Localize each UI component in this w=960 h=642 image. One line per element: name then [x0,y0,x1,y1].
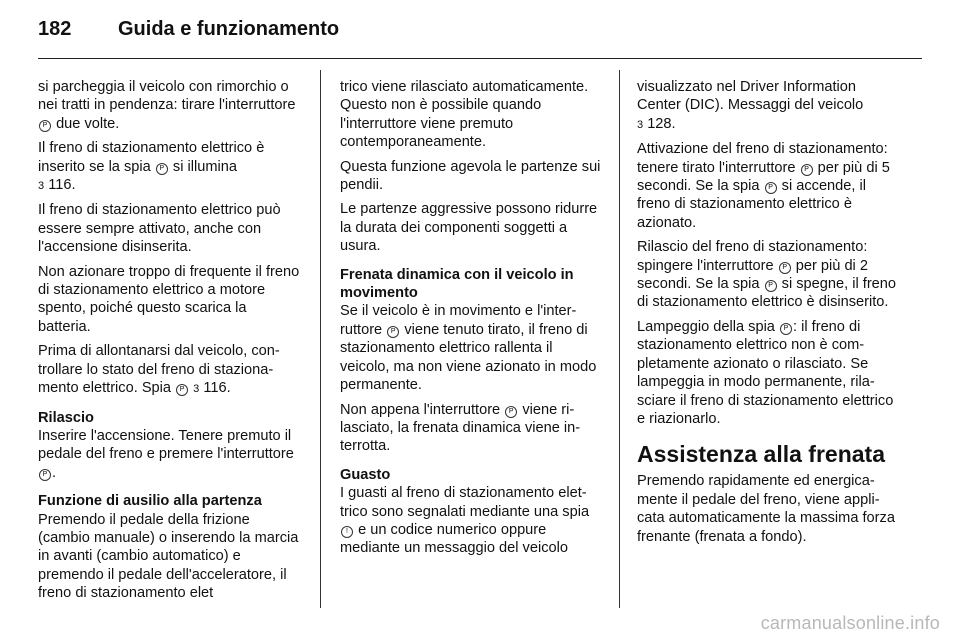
page-ref-arrow-icon: 3 [38,180,45,193]
page-reference[interactable]: 116. [203,380,231,397]
page-reference[interactable]: 128. [647,115,676,132]
paragraph: trico viene rilasciato automaticamente. Questo non è possibile quando l'interruttore viene premuto contemporaneamente. [340,79,589,151]
page-ref-arrow-icon: 3 [637,118,644,131]
brake-warning-icon: ! [341,526,353,538]
section-heading-guasto: Guasto [340,466,391,483]
parking-brake-icon: P [387,326,399,338]
parking-brake-icon: P [779,262,791,274]
paragraph: Le partenze aggressive possono ridurre la durata dei componenti soggetti a usura. [340,201,598,255]
paragraph: Lampeggio della spia P : il freno di stazionamento elettrico non è completamente azionato o rilasciato. Se lampeggia in modo permanente, rilasciare il freno di stazionamento elettrico e riazionarlo. [637,318,894,427]
paragraph: Questa funzione agevola le partenze sui pendii. [340,158,601,194]
parking-brake-icon: P [765,280,777,292]
section-heading-rilascio: Rilascio [38,409,94,426]
column-divider [619,70,620,608]
paragraph: Rilascio del freno di stazionamento: spingere l'interruttore P per più di 2 secondi. Se la spia P si spegne, il freno di stazionamento elettrico è disinserito. [637,239,897,311]
page-reference[interactable]: 116. [48,177,76,194]
paragraph: I guasti al freno di stazionamento elettrico sono segnalati mediante una spia ! e un codice numerico oppure mediante un messaggio del veicolo [340,485,590,557]
paragraph: Se il veicolo è in movimento e l'interruttore P viene tenuto tirato, il freno di stazionamento elettrico rallenta il veicolo, ma non viene azionato in modo permanente. [340,303,597,394]
paragraph: Prima di allontanarsi dal veicolo, controllare lo stato del freno di stazionamento elettrico. Spia P 3 116. [38,343,280,397]
parking-brake-icon: P [780,323,792,335]
section-heading-frenata-dinamica: Frenata dinamica con il veicolo in movimento [340,266,574,302]
page-header [38,18,339,48]
paragraph: Il freno di stazionamento elettrico può essere sempre attivato, anche con l'accensione disinserita. [38,202,281,256]
paragraph: Non azionare troppo di frequente il freno di stazionamento elettrico a motore spento, poiché questo scarica la batteria. [38,263,300,335]
page-number: 182 [38,18,72,40]
parking-brake-icon: P [39,469,51,481]
column-divider [320,70,321,608]
paragraph: Premendo il pedale della frizione (cambio manuale) o inserendo la marcia in avanti (cambio automatico) e premendo il pedale dell'acceleratore, il freno di stazionamento elet [38,511,299,602]
column-2 [340,78,602,564]
parking-brake-icon: P [176,384,188,396]
paragraph: Inserire l'accensione. Tenere premuto il pedale del freno e premere l'interruttore P . [38,427,294,481]
section-heading-assistenza-frenata: Assistenza alla frenata [637,441,886,468]
header-rule [38,58,922,59]
parking-brake-icon: P [156,163,168,175]
paragraph: Premendo rapidamente ed energicamente il pedale del freno, viene applicata automaticamente la massima forza frenante (frenata a fondo). [637,473,895,545]
column-3 [637,78,901,552]
page-title: Guida e funzionamento [118,18,340,40]
paragraph: visualizzato nel Driver Information Center (DIC). Messaggi del veicolo 3 128. [637,79,864,132]
page-ref-arrow-icon: 3 [193,383,200,396]
parking-brake-icon: P [765,182,777,194]
paragraph: Non appena l'interruttore P viene rilasciato, la frenata dinamica viene interrotta. [340,401,581,455]
paragraph: Attivazione del freno di stazionamento: tenere tirato l'interruttore P per più di 5 secondi. Se la spia P si accende, il freno di stazionamento elettrico è azionato. [637,141,890,231]
watermark: carmanualsonline.info [760,613,940,633]
parking-brake-icon: P [801,164,813,176]
parking-brake-icon: P [39,120,51,132]
paragraph: si parcheggia il veicolo con rimorchio o nei tratti in pendenza: tirare l'interruttore P due volte. [38,79,296,132]
section-heading-ausilio-partenza: Funzione di ausilio alla partenza [38,493,262,510]
column-1 [38,78,300,609]
parking-brake-icon: P [505,406,517,418]
paragraph: Il freno di stazionamento elettrico è inserito se la spia P si illumina 3 116. [38,140,265,194]
